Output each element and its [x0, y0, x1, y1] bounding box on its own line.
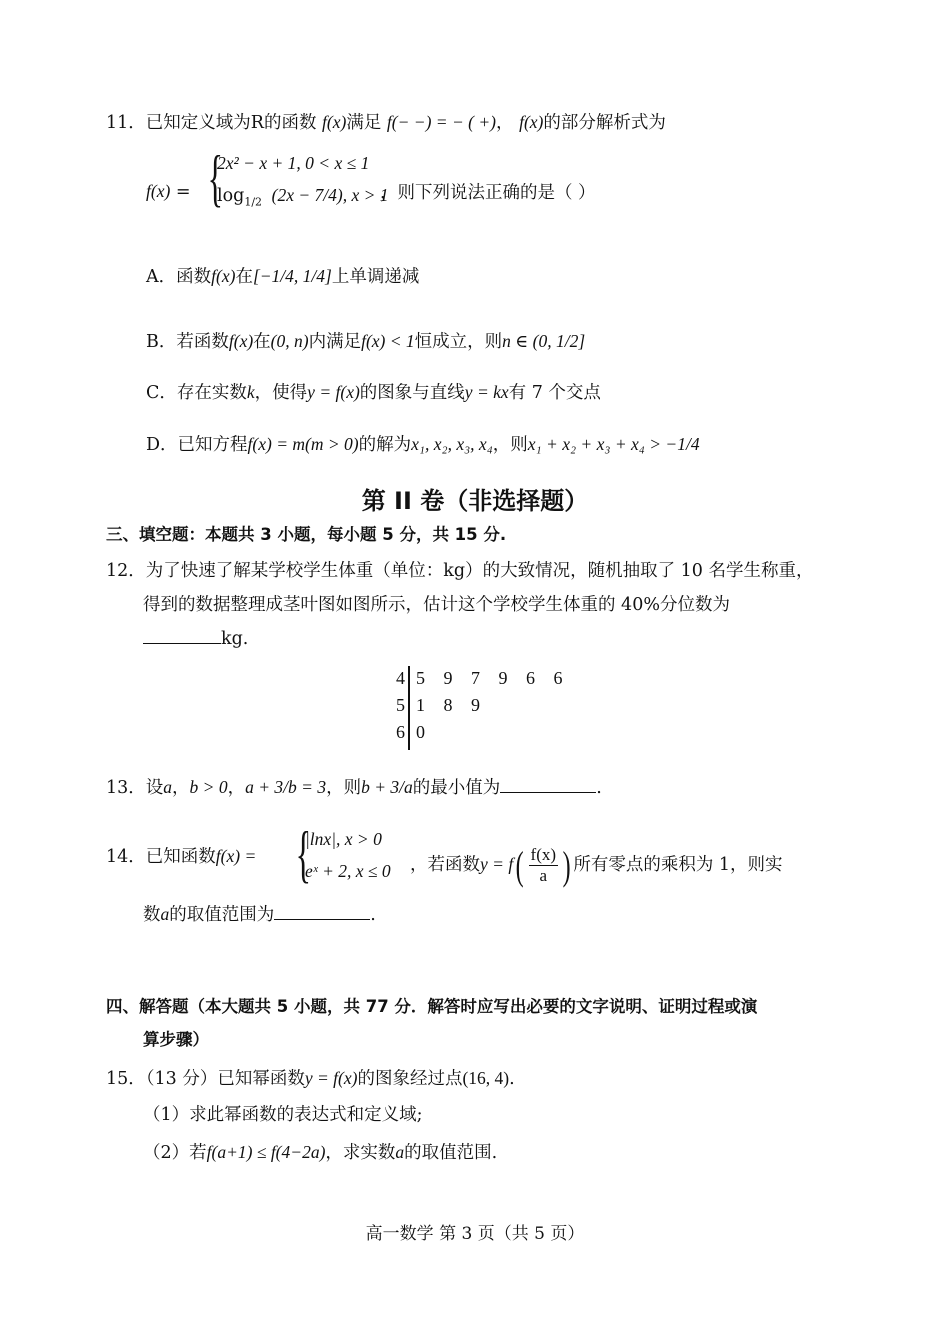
- q13-condition: a + 3/b = 3: [245, 777, 327, 797]
- q11-ask: ，则下列说法正确的是（ ）: [380, 183, 596, 203]
- q14-piece1: |lnx|, x > 0: [305, 829, 382, 849]
- q13-expression: b + 3/a: [361, 777, 413, 797]
- leaf-row-4: [416, 665, 581, 692]
- q11-fx: f(x): [322, 112, 347, 132]
- q14-intro: 14．已知函数f(x) =: [106, 846, 257, 867]
- stem-6: 6: [396, 722, 405, 742]
- leaf-rows: [416, 665, 581, 746]
- page-footer: 高一数学 第 3 页（共 5 页）: [365, 1224, 585, 1244]
- q13-answer-blank[interactable]: [500, 776, 596, 793]
- q14-continuation: ，若函数y = f( $\frac{f(x)}{a}$ ) 所有零点的乘积为 1，则实: [410, 842, 783, 888]
- q11-fx-label: f(x) =: [146, 181, 191, 202]
- q14-piece2: eˣ + 2, x ≤ 0: [305, 861, 391, 881]
- q11-option-a-interval: [−1/4, 1/4]: [252, 266, 332, 286]
- q12-line1: 12．为了快速了解某学校学生体重（单位：kg）的大致情况，随机抽取了 10 名学生称重，: [106, 561, 814, 581]
- section2-title: 第 II 卷（非选择题）: [361, 487, 589, 515]
- q14-inner-fraction: $\frac{f(x)}{a}$: [530, 845, 557, 885]
- leaf: 8: [443, 695, 453, 715]
- leaf: 1: [416, 695, 425, 715]
- leaf-row-5: [416, 692, 581, 719]
- q11-piece2: $\log_{1/2} (2x - 7/4)$, x > 1: [217, 185, 389, 209]
- q15-part1: （1）求此幂函数的表达式和定义域;: [143, 1105, 423, 1125]
- q11-option-a: A．函数f(x)在[−1/4, 1/4]上单调递减: [146, 266, 420, 287]
- leaf-row-6: [416, 719, 581, 746]
- leaf: 5: [416, 668, 425, 688]
- stem-column: [387, 665, 405, 746]
- section4-heading-line1: 四、解答题（本大题共 5 小题，共 77 分．解答时应写出必要的文字说明、证明过程或演: [106, 997, 758, 1016]
- stem-leaf-divider: [408, 666, 410, 750]
- q13-line: 13．设a，b > 0，a + 3/b = 3，则b + 3/a的最小值为 .: [106, 777, 602, 798]
- q14-answer-blank[interactable]: [274, 903, 370, 920]
- q12-answer-blank[interactable]: [143, 627, 221, 644]
- leaf: 9: [443, 668, 453, 688]
- leaf: 6: [526, 668, 535, 688]
- q11-piece1: 2x² − x + 1, 0 < x ≤ 1: [217, 153, 370, 173]
- q11-option-b-range: n ∈ (0, 1/2]: [502, 331, 586, 351]
- leaf: 9: [498, 668, 508, 688]
- leaf: 7: [471, 668, 480, 688]
- q11-option-d: D．已知方程f(x) = m(m > 0)的解为x₁, x₂, x₃, x₄，则x₁ + x₂ + x₃ + x₄ > −1/4: [146, 434, 700, 455]
- q11-line1: 11．已知定义域为R的函数 f(x)满足 f(− −) = − ( +)， f(x)的部分解析式为: [106, 112, 666, 133]
- q15-line: 15．（13 分）已知幂函数y = f(x)的图象经过点(16, 4).: [106, 1068, 515, 1089]
- q11-condition: f(− −) = − ( +): [386, 112, 497, 132]
- q12-line3: kg.: [143, 627, 248, 650]
- q11-option-c: C．存在实数k，使得y = f(x)的图象与直线y = kx有 7 个交点: [146, 382, 601, 403]
- q15-inequality: f(a+1) ≤ f(4−2a): [206, 1142, 326, 1162]
- leaf: 9: [471, 695, 480, 715]
- q15-part2: （2）若f(a+1) ≤ f(4−2a)，求实数a的取值范围.: [143, 1142, 498, 1163]
- q11-brace: {: [207, 142, 224, 213]
- q15-point: (16, 4): [462, 1068, 510, 1088]
- q14-brace: {: [295, 818, 312, 889]
- q11-log-arg: 2x − 7/4: [277, 185, 337, 205]
- q11-option-b: B．若函数f(x)在(0, n)内满足f(x) < 1恒成立，则n ∈ (0, 1/2]: [146, 331, 586, 352]
- q12-line2: 得到的数据整理成茎叶图如图所示，估计这个学校学生体重的 40%分位数为: [143, 595, 730, 615]
- q11-number: 11．: [106, 113, 146, 133]
- section4-heading-line2: 算步骤）: [143, 1030, 209, 1049]
- stem-4: 4: [396, 668, 405, 688]
- q14-line2: 数a的取值范围为 .: [143, 904, 376, 925]
- section3-heading: 三、填空题：本题共 3 小题，每小题 5 分，共 15 分.: [106, 525, 507, 544]
- leaf: 6: [553, 668, 563, 688]
- stem-5: 5: [396, 695, 405, 715]
- leaf: 0: [416, 722, 425, 742]
